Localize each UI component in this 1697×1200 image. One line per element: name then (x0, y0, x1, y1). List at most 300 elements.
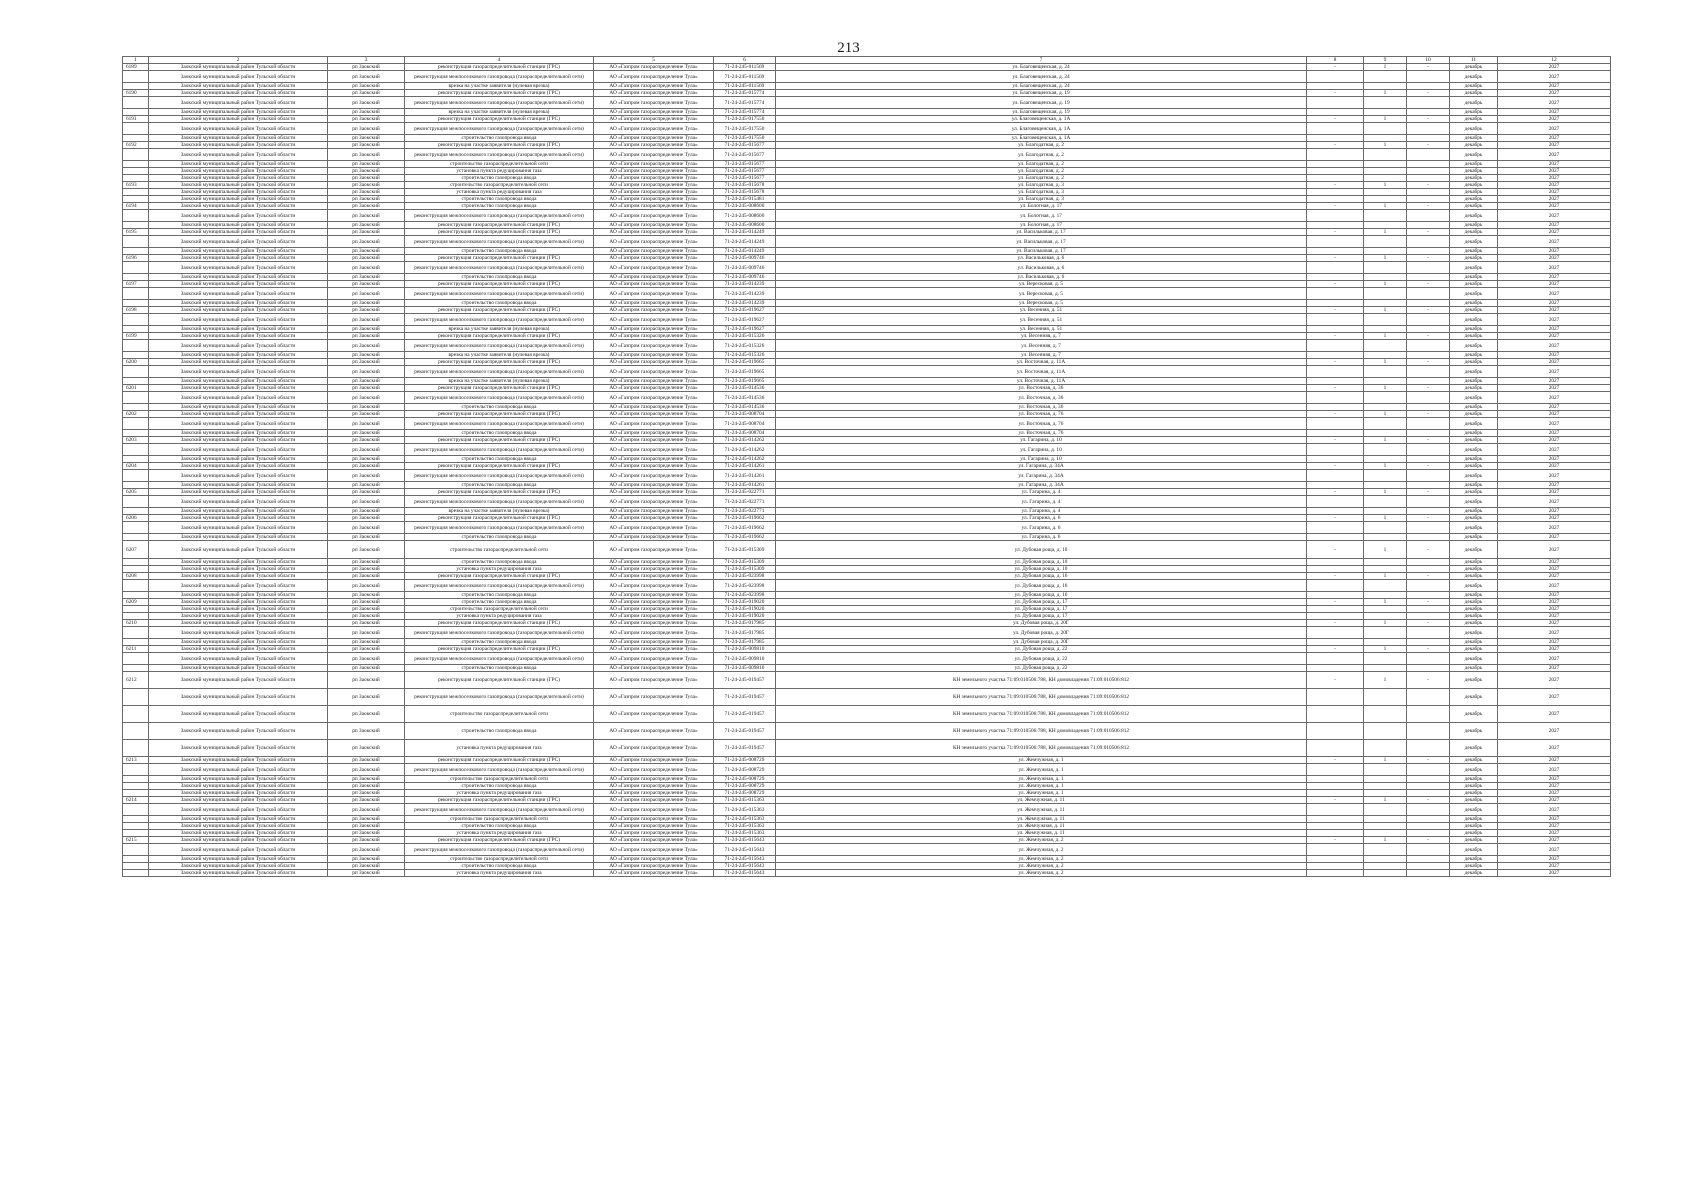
work-type-cell: реконструкция газораспределительной станции (ГРС) (405, 797, 594, 804)
col9-cell (1364, 326, 1407, 333)
application-code-cell: 71-24-245-017985 (714, 627, 776, 639)
col10-cell (1407, 606, 1450, 613)
table-row (123, 559, 1611, 566)
col9-cell: 1 (1364, 255, 1407, 262)
year-cell: 2027 (1498, 222, 1611, 229)
table-row (123, 378, 1611, 385)
application-code-cell: 71-24-245-011569 (714, 64, 776, 71)
operator-cell: АО «Газпром газораспределение Тула» (594, 83, 714, 90)
month-cell: декабрь (1450, 790, 1498, 797)
table-row (123, 142, 1611, 149)
month-cell: декабрь (1450, 378, 1498, 385)
month-cell: декабрь (1450, 352, 1498, 359)
work-type-cell: строительство газопровода ввода (405, 665, 594, 672)
application-code-cell: 71-24-245-014536 (714, 392, 776, 404)
row-number: 6211 (123, 646, 149, 653)
table-row (123, 665, 1611, 672)
col8-cell: - (1307, 64, 1364, 71)
work-type-cell: реконструкция газораспределительной станции (ГРС) (405, 222, 594, 229)
settlement-cell: рп Заокский (328, 804, 405, 816)
col9-cell (1364, 392, 1407, 404)
address-cell: ул. Васильковая, д. 6 (776, 274, 1307, 281)
settlement-cell: рп Заокский (328, 870, 405, 877)
work-type-cell: реконструкция газораспределительной станции (ГРС) (405, 573, 594, 580)
col10-cell (1407, 566, 1450, 573)
table-row (123, 182, 1611, 189)
work-type-cell: реконструкция газораспределительной станции (ГРС) (405, 90, 594, 97)
work-type-cell: реконструкция межпоселкового газопровода (газораспределительной сети) (405, 314, 594, 326)
work-type-cell: врезка на участке заявителя (нулевая врезка) (405, 352, 594, 359)
operator-cell: АО «Газпром газораспределение Тула» (594, 255, 714, 262)
col9-cell (1364, 288, 1407, 300)
settlement-cell: рп Заокский (328, 64, 405, 71)
row-number: 6210 (123, 620, 149, 627)
year-cell: 2027 (1498, 522, 1611, 534)
work-type-cell: реконструкция газораспределительной станции (ГРС) (405, 359, 594, 366)
column-number-7: 7 (776, 57, 1307, 64)
operator-cell: АО «Газпром газораспределение Тула» (594, 326, 714, 333)
settlement-cell: рп Заокский (328, 580, 405, 592)
application-code-cell: 71-24-245-008729 (714, 790, 776, 797)
col8-cell (1307, 97, 1364, 109)
operator-cell: АО «Газпром газораспределение Тула» (594, 723, 714, 740)
col10-cell (1407, 653, 1450, 665)
operator-cell: АО «Газпром газораспределение Тула» (594, 430, 714, 437)
month-cell: декабрь (1450, 116, 1498, 123)
month-cell: декабрь (1450, 123, 1498, 135)
application-code-cell: 71-24-245-015481 (714, 196, 776, 203)
year-cell: 2027 (1498, 559, 1611, 566)
address-cell: ул. Весенняя, д. 51 (776, 314, 1307, 326)
month-cell: декабрь (1450, 566, 1498, 573)
application-code-cell: 71-24-245-019020 (714, 599, 776, 606)
settlement-cell: рп Заокский (328, 740, 405, 757)
operator-cell: АО «Газпром газораспределение Тула» (594, 653, 714, 665)
col8-cell (1307, 378, 1364, 385)
operator-cell: АО «Газпром газораспределение Тула» (594, 229, 714, 236)
month-cell: декабрь (1450, 740, 1498, 757)
month-cell: декабрь (1450, 411, 1498, 418)
year-cell: 2027 (1498, 541, 1611, 559)
col10-cell (1407, 222, 1450, 229)
settlement-cell: рп Заокский (328, 816, 405, 823)
address-cell: ул. Жемчужная, д. 11 (776, 797, 1307, 804)
work-type-cell: реконструкция межпоселкового газопровода (газораспределительной сети) (405, 764, 594, 776)
table-row (123, 580, 1611, 592)
table-row (123, 870, 1611, 877)
district-cell: Заокский муниципальный район Тульской области (149, 534, 328, 541)
month-cell: декабрь (1450, 385, 1498, 392)
col10-cell (1407, 418, 1450, 430)
col8-cell (1307, 123, 1364, 135)
col10-cell (1407, 534, 1450, 541)
col9-cell (1364, 665, 1407, 672)
application-code-cell: 71-24-245-023998 (714, 573, 776, 580)
col10-cell (1407, 236, 1450, 248)
row-number (123, 392, 149, 404)
application-code-cell: 71-24-245-008600 (714, 222, 776, 229)
settlement-cell: рп Заокский (328, 764, 405, 776)
address-cell: ул. Дубовая роща, д. 22 (776, 665, 1307, 672)
application-code-cell: 71-24-245-014262 (714, 444, 776, 456)
table-row (123, 411, 1611, 418)
col8-cell: - (1307, 411, 1364, 418)
application-code-cell: 71-24-245-008729 (714, 764, 776, 776)
column-number-2: 2 (149, 57, 328, 64)
month-cell: декабрь (1450, 592, 1498, 599)
table-row (123, 430, 1611, 437)
col10-cell (1407, 109, 1450, 116)
application-code-cell: 71-24-245-015774 (714, 97, 776, 109)
address-cell: ул. Гагарина, д. 4 (776, 489, 1307, 496)
settlement-cell: рп Заокский (328, 430, 405, 437)
row-number (123, 168, 149, 175)
year-cell: 2027 (1498, 288, 1611, 300)
address-cell: ул. Дубовая роща, д. 17 (776, 613, 1307, 620)
year-cell: 2027 (1498, 248, 1611, 255)
district-cell: Заокский муниципальный район Тульской области (149, 64, 328, 71)
col8-cell (1307, 83, 1364, 90)
month-cell: декабрь (1450, 359, 1498, 366)
col10-cell (1407, 764, 1450, 776)
col8-cell (1307, 723, 1364, 740)
col9-cell: 1 (1364, 64, 1407, 71)
settlement-cell: рп Заокский (328, 359, 405, 366)
month-cell: декабрь (1450, 706, 1498, 723)
table-row (123, 508, 1611, 515)
settlement-cell: рп Заокский (328, 326, 405, 333)
address-cell: ул. Дубовая роща, д. 22 (776, 646, 1307, 653)
row-number (123, 300, 149, 307)
operator-cell: АО «Газпром газораспределение Тула» (594, 559, 714, 566)
address-cell: ул. Дубовая роща, д. 20Г (776, 627, 1307, 639)
work-type-cell: реконструкция газораспределительной станции (ГРС) (405, 255, 594, 262)
district-cell: Заокский муниципальный район Тульской области (149, 620, 328, 627)
col9-cell (1364, 456, 1407, 463)
month-cell: декабрь (1450, 222, 1498, 229)
operator-cell: АО «Газпром газораспределение Тула» (594, 482, 714, 489)
month-cell: декабрь (1450, 482, 1498, 489)
col8-cell (1307, 740, 1364, 757)
column-number-9: 9 (1364, 57, 1407, 64)
month-cell: декабрь (1450, 392, 1498, 404)
year-cell: 2027 (1498, 496, 1611, 508)
operator-cell: АО «Газпром газораспределение Тула» (594, 620, 714, 627)
month-cell: декабрь (1450, 672, 1498, 689)
district-cell: Заокский муниципальный район Тульской области (149, 210, 328, 222)
application-code-cell: 71-24-245-019662 (714, 515, 776, 522)
year-cell: 2027 (1498, 314, 1611, 326)
row-number: 6199 (123, 333, 149, 340)
district-cell: Заокский муниципальный район Тульской области (149, 508, 328, 515)
col9-cell (1364, 816, 1407, 823)
district-cell: Заокский муниципальный район Тульской области (149, 613, 328, 620)
address-cell: ул. Весенняя, д. 51 (776, 326, 1307, 333)
col9-cell (1364, 123, 1407, 135)
settlement-cell: рп Заокский (328, 639, 405, 646)
month-cell: декабрь (1450, 437, 1498, 444)
application-code-cell: 71-24-245-015326 (714, 333, 776, 340)
month-cell: декабрь (1450, 255, 1498, 262)
operator-cell: АО «Газпром газораспределение Тула» (594, 71, 714, 83)
table-row (123, 175, 1611, 182)
settlement-cell: рп Заокский (328, 573, 405, 580)
district-cell: Заокский муниципальный район Тульской области (149, 71, 328, 83)
address-cell: ул. Восточная, д. 11А (776, 366, 1307, 378)
settlement-cell: рп Заокский (328, 366, 405, 378)
row-number (123, 378, 149, 385)
col10-cell (1407, 870, 1450, 877)
address-cell: ул. Жемчужная, д. 1 (776, 757, 1307, 764)
work-type-cell: реконструкция газораспределительной станции (ГРС) (405, 757, 594, 764)
month-cell: декабрь (1450, 288, 1498, 300)
table-row (123, 262, 1611, 274)
year-cell: 2027 (1498, 196, 1611, 203)
table-row (123, 161, 1611, 168)
application-code-cell: 71-24-245-019627 (714, 307, 776, 314)
col10-cell: - (1407, 182, 1450, 189)
operator-cell: АО «Газпром газораспределение Тула» (594, 437, 714, 444)
district-cell: Заокский муниципальный район Тульской области (149, 723, 328, 740)
work-type-cell: реконструкция межпоселкового газопровода (газораспределительной сети) (405, 71, 594, 83)
col10-cell (1407, 706, 1450, 723)
table-row (123, 723, 1611, 740)
district-cell: Заокский муниципальный район Тульской области (149, 142, 328, 149)
col9-cell (1364, 168, 1407, 175)
year-cell: 2027 (1498, 757, 1611, 764)
year-cell: 2027 (1498, 816, 1611, 823)
col8-cell (1307, 816, 1364, 823)
col10-cell (1407, 776, 1450, 783)
col10-cell (1407, 378, 1450, 385)
year-cell: 2027 (1498, 378, 1611, 385)
year-cell: 2027 (1498, 352, 1611, 359)
month-cell: декабрь (1450, 340, 1498, 352)
address-cell: ул. Жемчужная, д. 1 (776, 790, 1307, 797)
col10-cell: - (1407, 573, 1450, 580)
col9-cell (1364, 430, 1407, 437)
district-cell: Заокский муниципальный район Тульской области (149, 229, 328, 236)
col9-cell: 1 (1364, 90, 1407, 97)
district-cell: Заокский муниципальный район Тульской области (149, 580, 328, 592)
col9-cell (1364, 210, 1407, 222)
month-cell: декабрь (1450, 639, 1498, 646)
col10-cell: - (1407, 541, 1450, 559)
application-code-cell: 71-24-245-019665 (714, 378, 776, 385)
settlement-cell: рп Заокский (328, 534, 405, 541)
application-code-cell: 71-24-245-014536 (714, 404, 776, 411)
address-cell: ул. Жемчужная, д. 1 (776, 776, 1307, 783)
year-cell: 2027 (1498, 307, 1611, 314)
year-cell: 2027 (1498, 740, 1611, 757)
application-code-cell: 71-24-245-015774 (714, 90, 776, 97)
settlement-cell: рп Заокский (328, 116, 405, 123)
month-cell: декабрь (1450, 534, 1498, 541)
application-code-cell: 71-24-245-023998 (714, 580, 776, 592)
year-cell: 2027 (1498, 97, 1611, 109)
col10-cell: - (1407, 385, 1450, 392)
col8-cell (1307, 300, 1364, 307)
year-cell: 2027 (1498, 606, 1611, 613)
operator-cell: АО «Газпром газораспределение Тула» (594, 123, 714, 135)
operator-cell: АО «Газпром газораспределение Тула» (594, 64, 714, 71)
year-cell: 2027 (1498, 437, 1611, 444)
year-cell: 2027 (1498, 470, 1611, 482)
table-row (123, 797, 1611, 804)
table-row (123, 599, 1611, 606)
month-cell: декабрь (1450, 844, 1498, 856)
table-row (123, 463, 1611, 470)
settlement-cell: рп Заокский (328, 797, 405, 804)
work-type-cell: строительство газораспределительной сети (405, 541, 594, 559)
table-row (123, 823, 1611, 830)
table-row (123, 352, 1611, 359)
district-cell: Заокский муниципальный район Тульской области (149, 307, 328, 314)
row-number: 6189 (123, 64, 149, 71)
settlement-cell: рп Заокский (328, 863, 405, 870)
settlement-cell: рп Заокский (328, 352, 405, 359)
year-cell: 2027 (1498, 783, 1611, 790)
col8-cell (1307, 776, 1364, 783)
month-cell: декабрь (1450, 764, 1498, 776)
table-row (123, 482, 1611, 489)
settlement-cell: рп Заокский (328, 620, 405, 627)
application-code-cell: 71-24-245-015677 (714, 142, 776, 149)
district-cell: Заокский муниципальный район Тульской области (149, 359, 328, 366)
operator-cell: АО «Газпром газораспределение Тула» (594, 706, 714, 723)
col8-cell: - (1307, 255, 1364, 262)
settlement-cell: рп Заокский (328, 444, 405, 456)
address-cell: ул. Дубовая роща, д. 17 (776, 606, 1307, 613)
operator-cell: АО «Газпром газораспределение Тула» (594, 116, 714, 123)
year-cell: 2027 (1498, 797, 1611, 804)
col9-cell (1364, 764, 1407, 776)
col10-cell (1407, 470, 1450, 482)
col10-cell: - (1407, 620, 1450, 627)
work-type-cell: реконструкция межпоселкового газопровода (газораспределительной сети) (405, 444, 594, 456)
row-number (123, 823, 149, 830)
settlement-cell: рп Заокский (328, 411, 405, 418)
col9-cell (1364, 823, 1407, 830)
operator-cell: АО «Газпром газораспределение Тула» (594, 418, 714, 430)
settlement-cell: рп Заокский (328, 783, 405, 790)
work-type-cell: реконструкция газораспределительной станции (ГРС) (405, 620, 594, 627)
address-cell: ул. Дубовая роща, д. 16 (776, 573, 1307, 580)
operator-cell: АО «Газпром газораспределение Тула» (594, 776, 714, 783)
application-code-cell: 71-24-245-015678 (714, 182, 776, 189)
application-code-cell: 71-24-245-015678 (714, 189, 776, 196)
col9-cell (1364, 404, 1407, 411)
district-cell: Заокский муниципальный район Тульской области (149, 837, 328, 844)
table-row (123, 804, 1611, 816)
col8-cell (1307, 262, 1364, 274)
work-type-cell: реконструкция межпоселкового газопровода (газораспределительной сети) (405, 210, 594, 222)
col8-cell (1307, 210, 1364, 222)
table-row (123, 288, 1611, 300)
district-cell: Заокский муниципальный район Тульской области (149, 456, 328, 463)
col10-cell: - (1407, 203, 1450, 210)
month-cell: декабрь (1450, 783, 1498, 790)
application-code-cell: 71-24-245-011569 (714, 71, 776, 83)
year-cell: 2027 (1498, 856, 1611, 863)
col9-cell: 1 (1364, 281, 1407, 288)
col8-cell: - (1307, 837, 1364, 844)
month-cell: декабрь (1450, 830, 1498, 837)
col8-cell (1307, 482, 1364, 489)
table-row (123, 385, 1611, 392)
operator-cell: АО «Газпром газораспределение Тула» (594, 592, 714, 599)
col8-cell: - (1307, 359, 1364, 366)
month-cell: декабрь (1450, 210, 1498, 222)
col10-cell (1407, 161, 1450, 168)
operator-cell: АО «Газпром газораспределение Тула» (594, 613, 714, 620)
settlement-cell: рп Заокский (328, 522, 405, 534)
district-cell: Заокский муниципальный район Тульской области (149, 189, 328, 196)
application-code-cell: 71-24-245-019627 (714, 326, 776, 333)
row-number (123, 71, 149, 83)
settlement-cell: рп Заокский (328, 541, 405, 559)
month-cell: декабрь (1450, 248, 1498, 255)
operator-cell: АО «Газпром газораспределение Тула» (594, 210, 714, 222)
work-type-cell: реконструкция газораспределительной станции (ГРС) (405, 672, 594, 689)
table-row (123, 168, 1611, 175)
work-type-cell: установка пункта редуцирования газа (405, 830, 594, 837)
col10-cell (1407, 340, 1450, 352)
district-cell: Заокский муниципальный район Тульской области (149, 366, 328, 378)
col10-cell (1407, 844, 1450, 856)
settlement-cell: рп Заокский (328, 83, 405, 90)
address-cell: ул. Благовещенская, д. 19 (776, 90, 1307, 97)
month-cell: декабрь (1450, 281, 1498, 288)
year-cell: 2027 (1498, 689, 1611, 706)
operator-cell: АО «Газпром газораспределение Тула» (594, 764, 714, 776)
row-number: 6194 (123, 203, 149, 210)
table-row (123, 639, 1611, 646)
address-cell: КН земельного участка 71:09:010506:788, КН домовладения 71:09:010506:812 (776, 689, 1307, 706)
operator-cell: АО «Газпром газораспределение Тула» (594, 830, 714, 837)
col9-cell (1364, 830, 1407, 837)
settlement-cell: рп Заокский (328, 203, 405, 210)
work-type-cell: реконструкция газораспределительной станции (ГРС) (405, 515, 594, 522)
row-number (123, 534, 149, 541)
month-cell: декабрь (1450, 90, 1498, 97)
table-body (123, 64, 1611, 877)
month-cell: декабрь (1450, 665, 1498, 672)
month-cell: декабрь (1450, 236, 1498, 248)
col8-cell (1307, 366, 1364, 378)
operator-cell: АО «Газпром газораспределение Тула» (594, 300, 714, 307)
address-cell: ул. Восточная, д. 36 (776, 385, 1307, 392)
application-code-cell: 71-24-245-015643 (714, 844, 776, 856)
address-cell: ул. Благодатная, д. 2 (776, 175, 1307, 182)
district-cell: Заокский муниципальный район Тульской области (149, 599, 328, 606)
col8-cell (1307, 404, 1364, 411)
operator-cell: АО «Газпром газораспределение Тула» (594, 496, 714, 508)
work-type-cell: строительство газораспределительной сети (405, 816, 594, 823)
col9-cell: 1 (1364, 541, 1407, 559)
application-code-cell: 71-24-245-009746 (714, 262, 776, 274)
row-number (123, 248, 149, 255)
col9-cell (1364, 378, 1407, 385)
operator-cell: АО «Газпром газораспределение Тула» (594, 599, 714, 606)
district-cell: Заокский муниципальный район Тульской области (149, 592, 328, 599)
table-row (123, 189, 1611, 196)
col8-cell (1307, 790, 1364, 797)
address-cell: ул. Дубовая роща, д. 10 (776, 566, 1307, 573)
settlement-cell: рп Заокский (328, 844, 405, 856)
district-cell: Заокский муниципальный район Тульской области (149, 804, 328, 816)
application-code-cell: 71-24-245-019665 (714, 366, 776, 378)
